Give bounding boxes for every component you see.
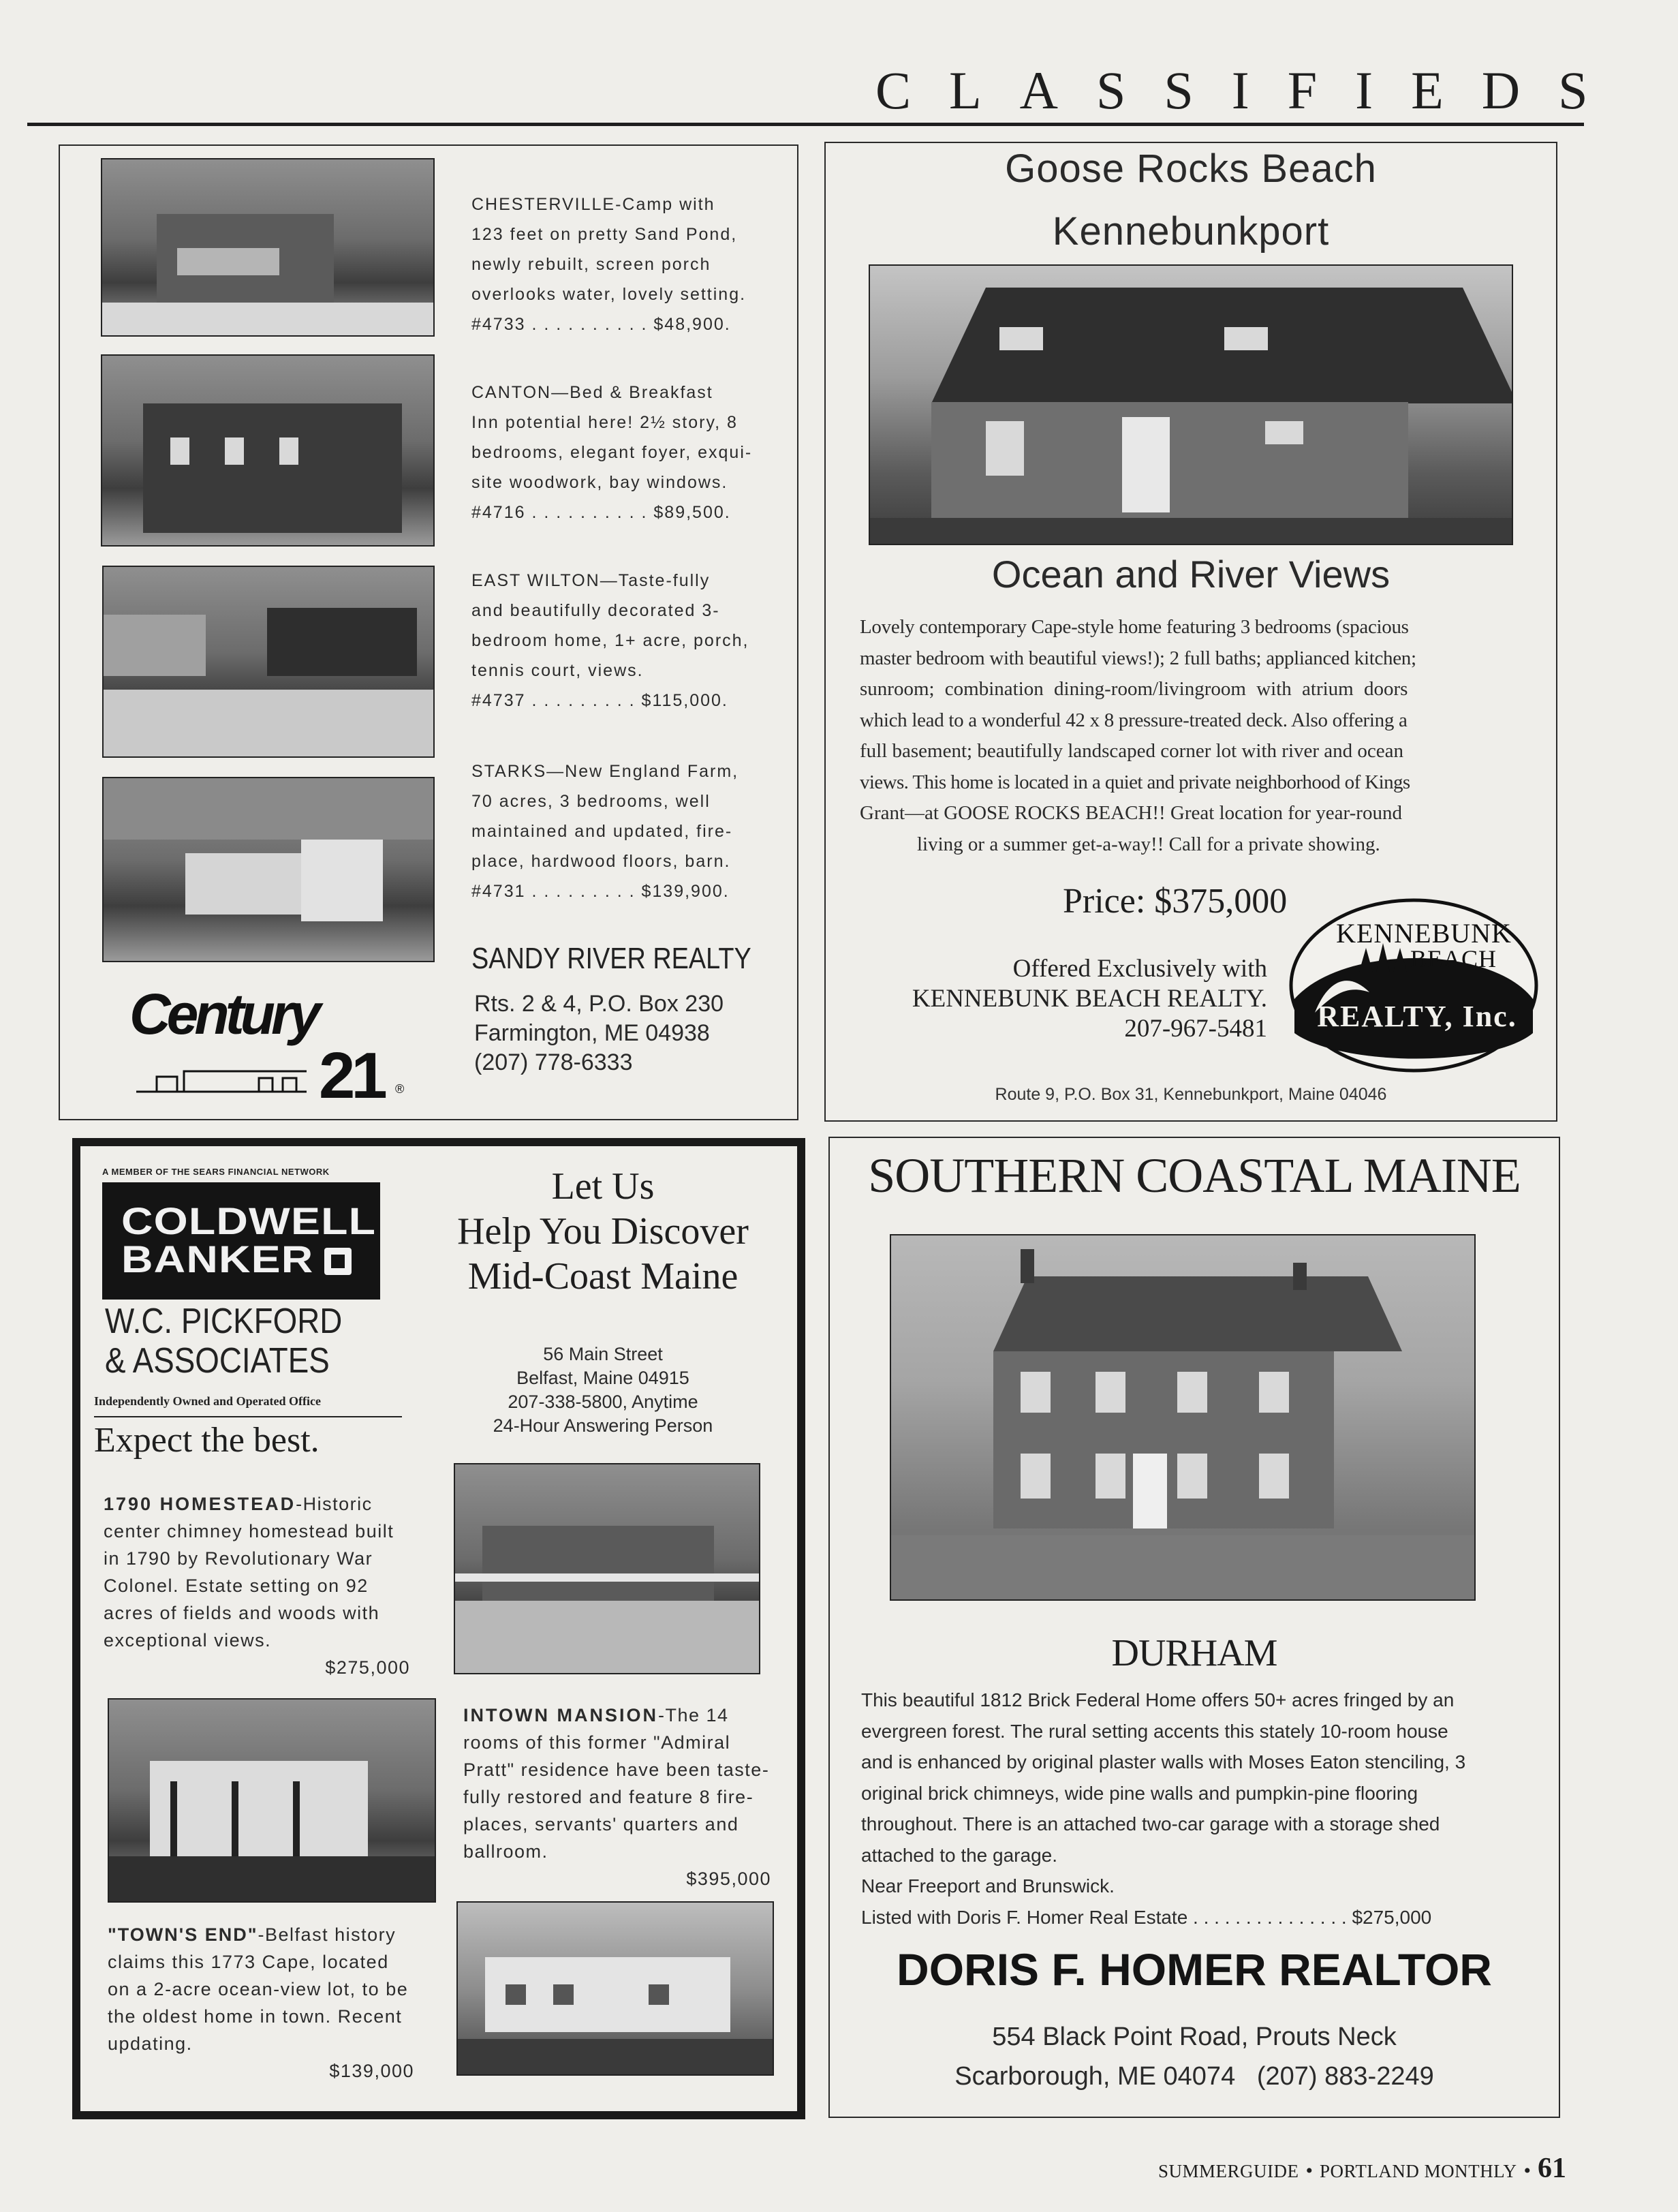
footer-portland-monthly: PORTLAND MONTHLY [1320,2161,1517,2181]
sandy-river-address-line2: Farmington, ME 04938 [474,1020,710,1046]
coldwell-divider [94,1416,402,1417]
kennebunk-beach-logo [1288,897,1540,1074]
coldwell-brand-line2: BANKER [121,1238,314,1280]
coldwell-headline-line3: Mid-Coast Maine [467,1255,739,1297]
footer-summerguide: SUMMERGUIDE [1158,2161,1299,2181]
sandy-river-phone: (207) 778-6333 [474,1049,633,1075]
coldwell-independent: Independently Owned and Operated Office [94,1394,322,1408]
southern-coastal-title: SOUTHERN COASTAL MAINE [868,1148,1521,1203]
doris-homer-company: DORIS F. HOMER REALTOR [897,1944,1492,1995]
goose-rocks-title-line1: Goose Rocks Beach [1005,147,1377,191]
coldwell-headline [443,1164,763,1299]
goose-rocks-offered-line2: KENNEBUNK BEACH REALTY. [912,985,1267,1013]
century-number: 21 [319,1039,384,1112]
goose-rocks-title [824,138,1557,263]
canton-listing: CANTON—Bed & Breakfast Inn potential here! 2½ story, 8 bedrooms, elegant foyer, exqui- site woodwork, bay windows. #4716 . . . . . . . . . . $89,500. [471,383,753,522]
coldwell-office-line1: W.C. PICKFORD [105,1302,343,1341]
canton-photo [101,354,435,547]
section-title: CLASSIFIEDS [875,61,1626,120]
century-wordmark: Century [129,982,317,1046]
coldwell-phone: 207-338-5800, Anytime [508,1392,698,1412]
kennebunk-logo-bottom: REALTY, Inc. [1317,1000,1517,1033]
coldwell-answering: 24-Hour Answering Person [493,1415,713,1436]
coldwell-slogan: Expect the best. [94,1421,320,1460]
footer-bullet-1: • [1305,2160,1314,2182]
durham-description: This beautiful 1812 Brick Federal Home offers 50+ acres fringed by an evergreen forest. The rural setting accents this stately 10-room house and is enhanced by original plaster walls with Moses Eaton stenciling, 3 original brick chimneys, wide pine walls and pumpkin-pine flooring throughout. There is an attached two-car garage with a storage shed attached to the garage. Near Freeport and Brunswick. Listed with Doris F. Homer Real Estate . . . . . . . . . . . . . . . $275,000 [861,1689,1466,1928]
towns-end-photo [108,1698,436,1903]
goose-rocks-footer-address: Route 9, P.O. Box 31, Kennebunkport, Maine 04046 [995,1085,1387,1104]
doris-homer-address-line1: 554 Black Point Road, Prouts Neck [992,2023,1397,2051]
chesterville-listing: CHESTERVILLE-Camp with 123 feet on pretty Sand Pond, newly rebuilt, screen porch overlooks water, lovely setting. #4733 . . . . . . . . . . $48,900. [471,195,747,334]
coldwell-office-line2: & ASSOCIATES [105,1341,330,1381]
east-wilton-photo [102,566,435,758]
kennebunk-logo-mid: BEACH [1410,945,1497,972]
header-rule [27,123,1584,126]
goose-rocks-phone: 207-967-5481 [1124,1015,1267,1043]
goose-rocks-offered-line1: Offered Exclusively with [1012,955,1267,983]
sandy-river-company: SANDY RIVER REALTY [471,942,751,975]
intown-mansion-listing: INTOWN MANSION-The 14 rooms of this former "Admiral Pratt" residence have been taste- fully restored and feature 8 fire- places, servants' quarters and ballroom. $395,000 [463,1705,771,1889]
coldwell-headline-line2: Help You Discover [457,1210,749,1253]
page-number: 61 [1537,2153,1566,2184]
coldwell-headline-line1: Let Us [551,1165,655,1208]
coldwell-address-line1: 56 Main Street [543,1344,663,1364]
sandy-river-address [474,989,724,1077]
coldwell-office-name [105,1302,342,1381]
starks-photo [102,777,435,962]
kennebunk-logo-top: KENNEBUNK [1336,918,1512,949]
goose-rocks-price: Price: $375,000 [1063,882,1288,921]
doris-homer-address-line2: Scarborough, ME 04074 (207) 883-2249 [954,2062,1434,2091]
doris-homer-address [828,2017,1560,2096]
coldwell-key-icon [324,1248,352,1275]
durham-photo [890,1234,1476,1601]
towns-end-listing: "TOWN'S END"-Belfast history claims this 1773 Cape, located on a 2-acre ocean-view lot, to be the oldest home in town. Recent updating. $139,000 [108,1924,414,2081]
coldwell-address-line2: Belfast, Maine 04915 [516,1368,689,1388]
sandy-river-address-line1: Rts. 2 & 4, P.O. Box 230 [474,991,724,1017]
century-registered: ® [395,1082,405,1096]
page-footer [1158,2152,1566,2185]
goose-rocks-body: Lovely contemporary Cape-style home featuring 3 bedrooms (spacious master bedroom with beautiful views!); 2 full baths; applianced kitchen; sunroom; combination dining-room/livingroom with atrium doors which lead to a wonderful 42 x 8 pressure-treated deck. Also offering a full basement; beautifully landscaped corner lot with river and ocean views. This home is located in a quiet and private neighborhood of Kings Grant—at GOOSE ROCKS BEACH!! Great location for year-round living or a summer get-a-way!! Call for a private showing. [860,616,1416,855]
goose-rocks-photo [869,264,1513,545]
century21-logo [129,981,416,1112]
coldwell-contact [443,1342,763,1438]
chesterville-photo [101,158,435,337]
homestead-listing: 1790 HOMESTEAD-Historic center chimney homestead built in 1790 by Revolutionary War Colonel. Estate setting on 92 acres of fields and woods with exceptional views. $275,000 [104,1494,410,1678]
east-wilton-listing: EAST WILTON—Taste-fully and beautifully decorated 3- bedroom home, 1+ acre, porch, tennis court, views. #4737 . . . . . . . . . $115,000. [471,571,749,710]
starks-listing: STARKS—New England Farm, 70 acres, 3 bedrooms, well maintained and updated, fire- place, hardwood floors, barn. #4731 . . . . . . . . . $139,900. [471,762,739,901]
goose-rocks-title-line2: Kennebunkport [1052,209,1330,254]
goose-rocks-offered [852,954,1267,1044]
footer-bullet-2: • [1523,2160,1531,2182]
coldwell-brand-line1: COLDWELL [121,1199,377,1242]
durham-location: DURHAM [1111,1632,1277,1674]
century-building-icon [136,1052,307,1093]
coldwell-member-line: A MEMBER OF THE SEARS FINANCIAL NETWORK [102,1167,330,1177]
towns-end-house-photo [456,1901,774,2076]
homestead-photo [454,1463,760,1674]
coldwell-banker-logo [102,1182,380,1300]
goose-rocks-subtitle: Ocean and River Views [991,553,1390,596]
